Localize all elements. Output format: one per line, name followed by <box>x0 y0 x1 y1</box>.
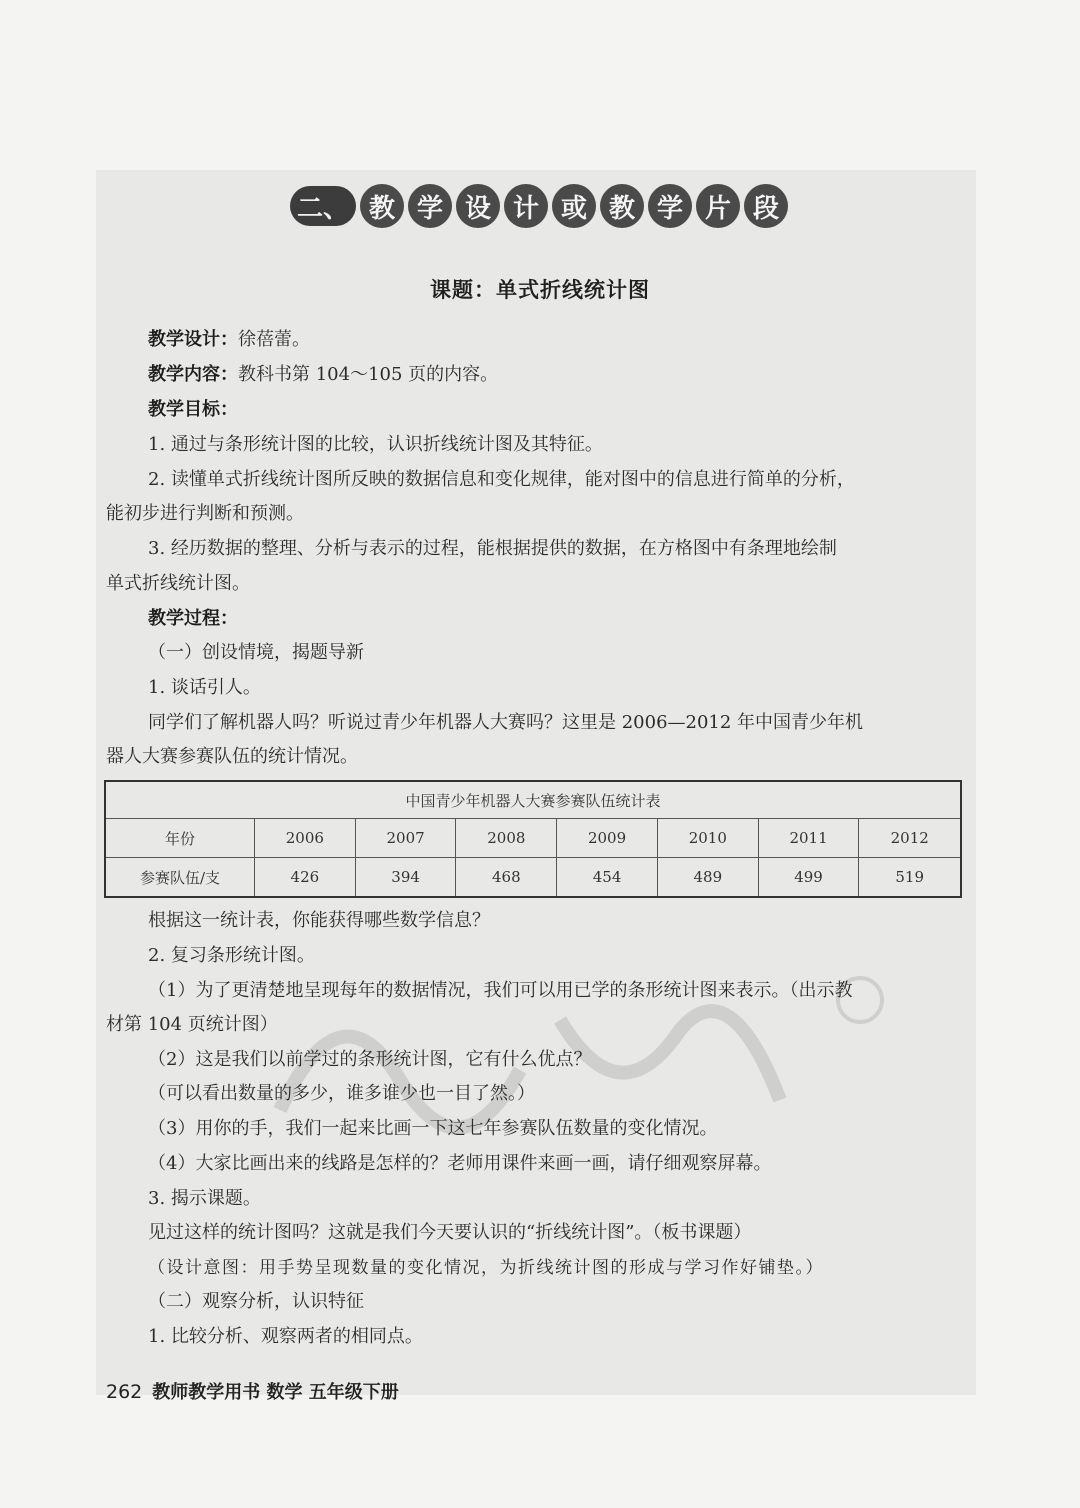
paragraph: （4）大家比画出来的线路是怎样的？老师用课件来画一画，请仔细观察屏幕。 <box>148 1153 772 1174</box>
content-line <box>148 363 498 387</box>
banner-title <box>360 184 788 228</box>
table-cell: 499 <box>758 858 859 898</box>
designer-line <box>148 328 310 352</box>
designer-label: 教学设计： <box>148 329 238 350</box>
banner-char: 设 <box>456 184 500 228</box>
paragraph-cont: 器人大赛参赛队伍的统计情况。 <box>106 746 358 767</box>
table-cell: 426 <box>255 858 356 898</box>
table-cell: 394 <box>355 858 456 898</box>
banner-number: 二、 <box>290 186 356 226</box>
paragraph: 同学们了解机器人吗？听说过青少年机器人大赛吗？这里是 2006—2012 年中国青少年机 <box>148 712 864 733</box>
content-value: 教科书第 104～105 页的内容。 <box>238 364 499 385</box>
designer-value: 徐蓓蕾。 <box>238 329 310 350</box>
table-caption: 中国青少年机器人大赛参赛队伍统计表 <box>105 781 961 819</box>
table-cell: 2007 <box>355 819 456 858</box>
step-item: 2. 复习条形统计图。 <box>148 945 315 966</box>
goal-item: 2. 读懂单式折线统计图所反映的数据信息和变化规律，能对图中的信息进行简单的分析， <box>148 469 855 490</box>
step-item: 1. 比较分析、观察两者的相同点。 <box>148 1326 423 1347</box>
table-cell: 2008 <box>456 819 557 858</box>
table-cell: 454 <box>557 858 658 898</box>
table-cell: 2011 <box>758 819 859 858</box>
row-header: 年份 <box>105 819 255 858</box>
table-row <box>105 858 961 898</box>
paragraph: （1）为了更清楚地呈现每年的数据情况，我们可以用已学的条形统计图来表示。（出示教 <box>148 980 853 1001</box>
table-cell: 2012 <box>859 819 961 858</box>
paragraph: （3）用你的手，我们一起来比画一下这七年参赛队伍数量的变化情况。 <box>148 1118 718 1139</box>
step-item: 3. 揭示课题。 <box>148 1188 261 1209</box>
goal-item: 1. 通过与条形统计图的比较，认识折线统计图及其特征。 <box>148 434 603 455</box>
banner-char: 学 <box>408 184 452 228</box>
paragraph: （2）这是我们以前学过的条形统计图，它有什么优点？ <box>148 1049 592 1070</box>
table-cell: 2009 <box>557 819 658 858</box>
table-cell: 468 <box>456 858 557 898</box>
book-title: 教师教学用书 数学 五年级下册 <box>152 1382 399 1403</box>
banner-char: 或 <box>552 184 596 228</box>
banner-char: 计 <box>504 184 548 228</box>
step-item: 1. 谈话引人。 <box>148 677 261 698</box>
banner-char: 段 <box>744 184 788 228</box>
section-heading: （一）创设情境，揭题导新 <box>148 642 364 663</box>
goal-item-cont: 能初步进行判断和预测。 <box>106 503 304 524</box>
design-note: （设计意图：用手势呈现数量的变化情况，为折线统计图的形成与学习作好铺垫。） <box>148 1258 824 1278</box>
process-heading: 教学过程： <box>148 608 238 629</box>
section-banner <box>290 182 790 230</box>
table-cell: 2006 <box>255 819 356 858</box>
table-row <box>105 819 961 858</box>
goal-item-cont: 单式折线统计图。 <box>106 573 250 594</box>
paragraph: 根据这一统计表，你能获得哪些数学信息？ <box>148 910 490 931</box>
goals-heading: 教学目标： <box>148 399 238 420</box>
banner-char: 教 <box>360 184 404 228</box>
banner-char: 片 <box>696 184 740 228</box>
goal-item: 3. 经历数据的整理、分析与表示的过程，能根据提供的数据，在方格图中有条理地绘制 <box>148 538 837 559</box>
page-number: 262 <box>106 1381 143 1403</box>
banner-char: 教 <box>600 184 644 228</box>
table-cell: 519 <box>859 858 961 898</box>
paragraph: 见过这样的统计图吗？这就是我们今天要认识的“折线统计图”。（板书课题） <box>148 1222 752 1243</box>
table-cell: 2010 <box>657 819 758 858</box>
paragraph: （可以看出数量的多少，谁多谁少也一目了然。） <box>148 1083 535 1104</box>
row-header: 参赛队伍/支 <box>105 858 255 898</box>
table-cell: 489 <box>657 858 758 898</box>
section-heading: （二）观察分析，认识特征 <box>148 1291 364 1312</box>
banner-char: 学 <box>648 184 692 228</box>
paragraph-cont: 材第 104 页统计图） <box>106 1014 278 1035</box>
stats-table <box>104 780 962 898</box>
lesson-title: 课题：单式折线统计图 <box>430 278 650 302</box>
content-label: 教学内容： <box>148 364 238 385</box>
page-footer <box>106 1378 399 1404</box>
